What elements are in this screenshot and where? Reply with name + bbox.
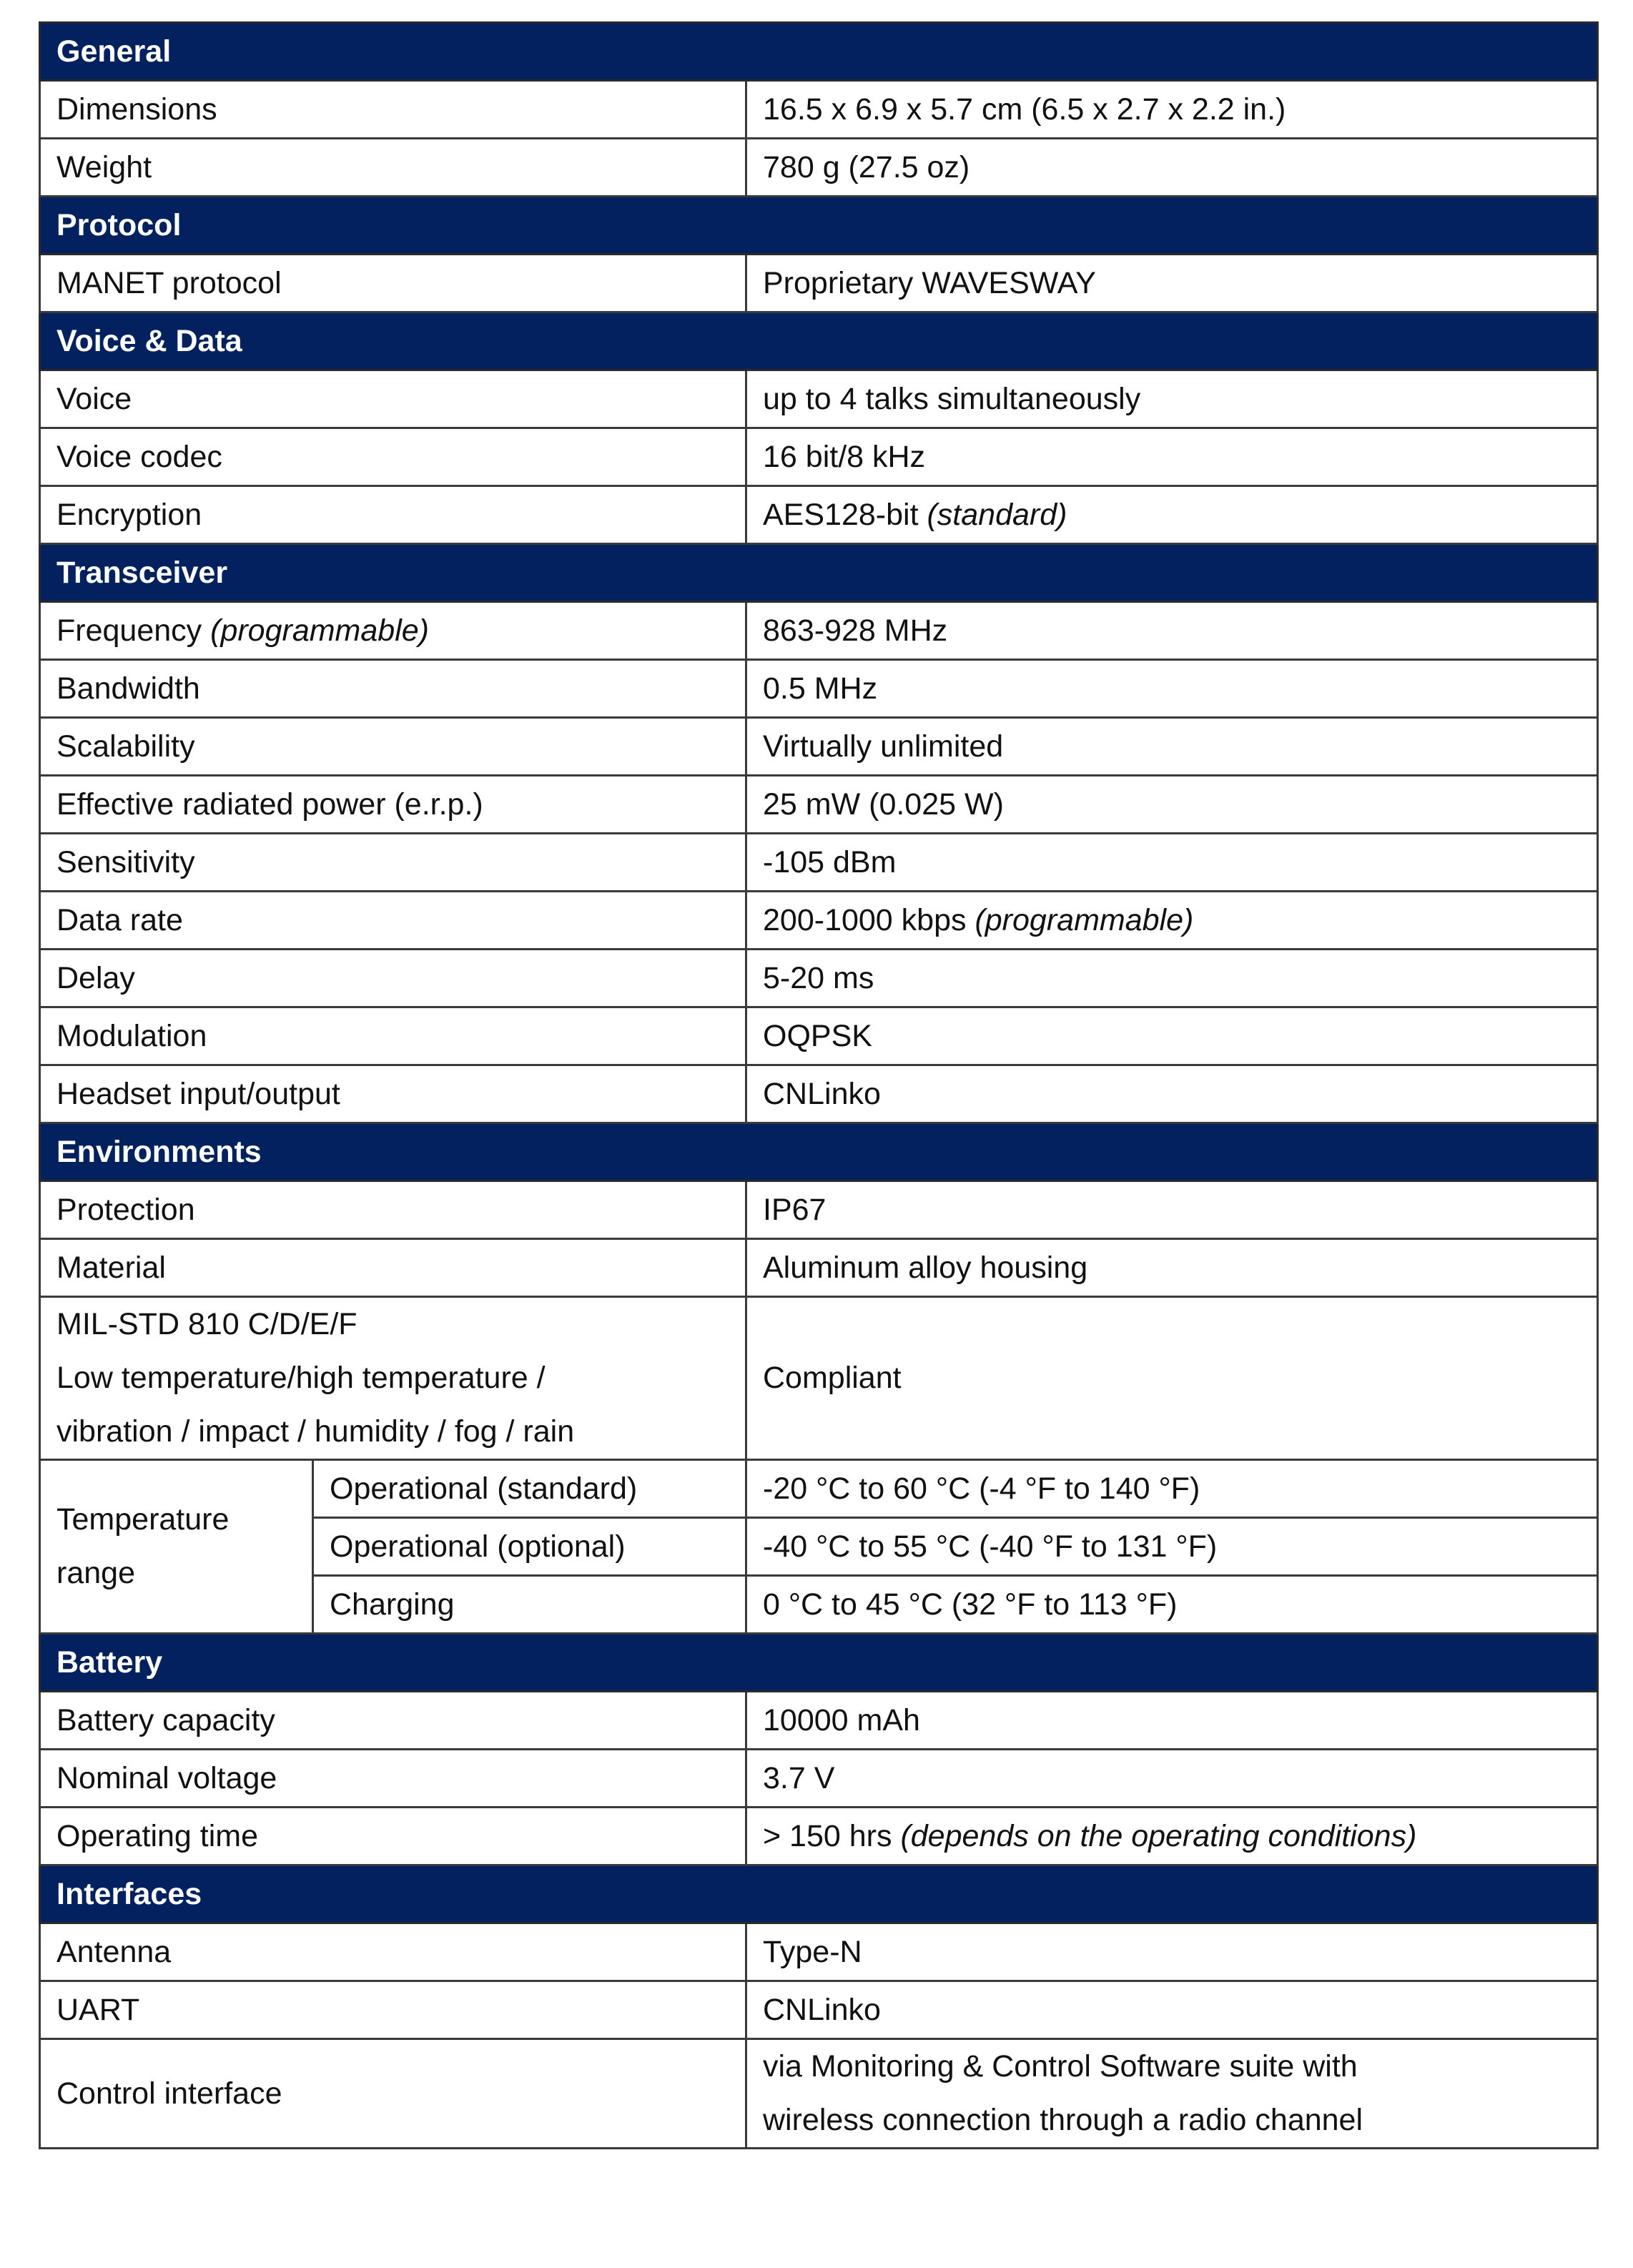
- spec-label-line: MIL-STD 810 C/D/E/F: [56, 1307, 357, 1341]
- spec-label: Dimensions: [56, 92, 217, 127]
- table-row: [40, 660, 1598, 718]
- spec-value: Proprietary WAVESWAY: [763, 265, 1096, 300]
- spec-label-cell: [40, 950, 746, 1007]
- spec-value-cell: [746, 1923, 1598, 1981]
- group-label-line: range: [56, 1556, 135, 1590]
- table-row: [40, 370, 1598, 428]
- spec-value: > 150 hrs: [763, 1818, 892, 1853]
- spec-label: Headset input/output: [56, 1076, 340, 1111]
- spec-value: Aluminum alloy housing: [763, 1250, 1088, 1285]
- spec-value-cell: [746, 950, 1598, 1007]
- table-row: [40, 1239, 1598, 1297]
- section-title: Battery: [56, 1645, 163, 1680]
- spec-value-cell: [746, 428, 1598, 486]
- spec-label: Battery capacity: [56, 1702, 275, 1737]
- spec-label: Antenna: [56, 1934, 172, 1969]
- spec-value: IP67: [763, 1192, 827, 1227]
- spec-label: Operating time: [56, 1818, 259, 1853]
- spec-label-line: Low temperature/high temperature /: [56, 1361, 546, 1395]
- table-row: [40, 1923, 1598, 1981]
- spec-label: Delay: [56, 960, 135, 995]
- spec-value-cell: [746, 1750, 1598, 1808]
- spec-label-note: (programmable): [210, 613, 429, 648]
- spec-value-line: via Monitoring & Control Software suite with: [763, 2049, 1358, 2084]
- spec-label: UART: [56, 1992, 140, 2027]
- spec-label-cell: [40, 486, 746, 544]
- spec-value-cell: [746, 892, 1598, 950]
- table-row: [40, 1460, 1598, 1518]
- spec-value-cell: [746, 834, 1598, 892]
- spec-value-cell: [746, 2039, 1598, 2149]
- spec-value-cell: [746, 1065, 1598, 1123]
- section-header: [40, 1634, 1598, 1692]
- spec-label-line: vibration / impact / humidity / fog / rain: [56, 1414, 575, 1449]
- spec-label-cell: [40, 428, 746, 486]
- spec-label-cell: [40, 370, 746, 428]
- spec-label: Material: [56, 1250, 166, 1285]
- spec-label: Effective radiated power (e.r.p.): [56, 787, 483, 822]
- spec-value-cell: [746, 1181, 1598, 1239]
- spec-label-cell: [40, 1065, 746, 1123]
- section-header: [40, 1123, 1598, 1181]
- table-row: [40, 718, 1598, 776]
- spec-value: AES128-bit: [763, 497, 919, 532]
- spec-label-cell: [40, 255, 746, 312]
- section-title-cell: [40, 1865, 1598, 1923]
- spec-value: 10000 mAh: [763, 1702, 920, 1737]
- spec-label-cell: [40, 660, 746, 718]
- spec-label: Operational (standard): [330, 1471, 638, 1506]
- table-row: [40, 1181, 1598, 1239]
- table-row: [40, 2039, 1598, 2149]
- spec-label-cell: [40, 1007, 746, 1065]
- table-row: [40, 1007, 1598, 1065]
- section-title: Environments: [56, 1134, 262, 1169]
- section-header: [40, 1865, 1598, 1923]
- spec-value: 3.7 V: [763, 1760, 835, 1795]
- spec-value-cell: [746, 486, 1598, 544]
- section-title: Interfaces: [56, 1876, 202, 1911]
- spec-label-cell: [40, 1923, 746, 1981]
- spec-label-cell: [40, 1808, 746, 1865]
- table-row: [40, 1750, 1598, 1808]
- table-row: [40, 1065, 1598, 1123]
- spec-value-cell: [746, 1518, 1598, 1576]
- section-title-cell: [40, 544, 1598, 602]
- spec-label: Weight: [56, 149, 152, 184]
- section-title-cell: [40, 23, 1598, 81]
- spec-value-cell: [746, 602, 1598, 660]
- spec-label: Sensitivity: [56, 844, 195, 879]
- table-row: [40, 139, 1598, 197]
- spec-label-cell: [40, 1239, 746, 1297]
- section-title-cell: [40, 197, 1598, 255]
- spec-label-cell: [40, 834, 746, 892]
- spec-value: -20 °C to 60 °C (-4 °F to 140 °F): [763, 1471, 1200, 1506]
- spec-value: 780 g (27.5 oz): [763, 149, 970, 184]
- spec-value-cell: [746, 1007, 1598, 1065]
- section-header: [40, 23, 1598, 81]
- table-row: [40, 950, 1598, 1007]
- spec-label: MANET protocol: [56, 265, 282, 300]
- spec-value: CNLinko: [763, 1992, 881, 2027]
- table-row: [40, 1692, 1598, 1750]
- spec-value: 0.5 MHz: [763, 671, 878, 706]
- table-row: [40, 1808, 1598, 1865]
- spec-label-cell: [313, 1518, 746, 1576]
- section-header: [40, 544, 1598, 602]
- spec-label: Charging: [330, 1587, 455, 1622]
- spec-label-cell: [40, 1181, 746, 1239]
- spec-label-cell: [40, 718, 746, 776]
- section-title: Transceiver: [56, 555, 228, 590]
- spec-value: 16.5 x 6.9 x 5.7 cm (6.5 x 2.7 x 2.2 in.): [763, 92, 1286, 127]
- spec-value-cell: [746, 1692, 1598, 1750]
- spec-value: CNLinko: [763, 1076, 881, 1111]
- table-row: [40, 255, 1598, 312]
- spec-value: 200-1000 kbps: [763, 902, 967, 937]
- table-row: [40, 602, 1598, 660]
- spec-label-cell: [40, 1692, 746, 1750]
- spec-value-cell: [746, 139, 1598, 197]
- specifications-table: [39, 21, 1599, 2149]
- spec-label-cell: [313, 1576, 746, 1634]
- spec-label: Data rate: [56, 902, 183, 937]
- spec-value-note: (programmable): [975, 902, 1194, 937]
- spec-label: Operational (optional): [330, 1529, 626, 1564]
- spec-value-note: (standard): [927, 497, 1067, 532]
- spec-label: Modulation: [56, 1018, 207, 1053]
- spec-label-cell: [40, 1750, 746, 1808]
- group-label-line: Temperature: [56, 1502, 230, 1537]
- spec-label: Scalability: [56, 729, 195, 764]
- spec-label: Frequency: [56, 613, 202, 648]
- spec-label-cell: [40, 81, 746, 139]
- spec-label-cell: [40, 892, 746, 950]
- spec-value: 25 mW (0.025 W): [763, 787, 1004, 822]
- spec-value: 16 bit/8 kHz: [763, 439, 926, 474]
- spec-value-cell: [746, 1981, 1598, 2039]
- spec-value: 0 °C to 45 °C (32 °F to 113 °F): [763, 1587, 1178, 1622]
- spec-value-cell: [746, 255, 1598, 312]
- spec-value-cell: [746, 660, 1598, 718]
- spec-value-cell: [746, 1239, 1598, 1297]
- table-row: [40, 834, 1598, 892]
- spec-label-cell: [40, 2039, 746, 2149]
- spec-value: Virtually unlimited: [763, 729, 1004, 764]
- section-title-cell: [40, 1123, 1598, 1181]
- spec-label: Voice: [56, 381, 132, 416]
- spec-value-line: wireless connection through a radio channel: [763, 2103, 1363, 2137]
- spec-label: Protection: [56, 1192, 195, 1227]
- table-row: [40, 1297, 1598, 1460]
- spec-value-cell: [746, 81, 1598, 139]
- spec-value-cell: [746, 1808, 1598, 1865]
- table-row: [40, 892, 1598, 950]
- spec-value: Type-N: [763, 1934, 862, 1969]
- spec-label-cell: [40, 139, 746, 197]
- spec-value-cell: [746, 370, 1598, 428]
- spec-value-cell: [746, 718, 1598, 776]
- spec-label-cell: [313, 1460, 746, 1518]
- spec-value-cell: [746, 1460, 1598, 1518]
- spec-value-cell: [746, 1297, 1598, 1460]
- spec-value-cell: [746, 1576, 1598, 1634]
- table-row: [40, 1981, 1598, 2039]
- table-row: [40, 776, 1598, 834]
- spec-label: Control interface: [56, 2076, 282, 2111]
- spec-value: OQPSK: [763, 1018, 872, 1053]
- spec-value: 5-20 ms: [763, 960, 874, 995]
- spec-value-cell: [746, 776, 1598, 834]
- spec-value: Compliant: [763, 1361, 902, 1395]
- section-title: Voice & Data: [56, 323, 242, 358]
- spec-value-note: (depends on the operating conditions): [900, 1818, 1417, 1853]
- table-row: [40, 81, 1598, 139]
- section-title: General: [56, 34, 172, 69]
- table-row: [40, 486, 1598, 544]
- spec-value: up to 4 talks simultaneously: [763, 381, 1141, 416]
- spec-label-cell: [40, 776, 746, 834]
- table-row: [40, 428, 1598, 486]
- spec-value: -105 dBm: [763, 844, 897, 879]
- section-header: [40, 312, 1598, 370]
- spec-label: Encryption: [56, 497, 202, 532]
- spec-label: Nominal voltage: [56, 1760, 277, 1795]
- spec-label-cell: [40, 602, 746, 660]
- spec-value: -40 °C to 55 °C (-40 °F to 131 °F): [763, 1529, 1218, 1564]
- section-title-cell: [40, 312, 1598, 370]
- spec-label-cell: [40, 1297, 746, 1460]
- section-header: [40, 197, 1598, 255]
- spec-label: Bandwidth: [56, 671, 200, 706]
- spec-label-cell: [40, 1981, 746, 2039]
- group-label-cell: [40, 1460, 313, 1634]
- section-title-cell: [40, 1634, 1598, 1692]
- spec-label: Voice codec: [56, 439, 222, 474]
- spec-value: 863-928 MHz: [763, 613, 948, 648]
- section-title: Protocol: [56, 207, 182, 242]
